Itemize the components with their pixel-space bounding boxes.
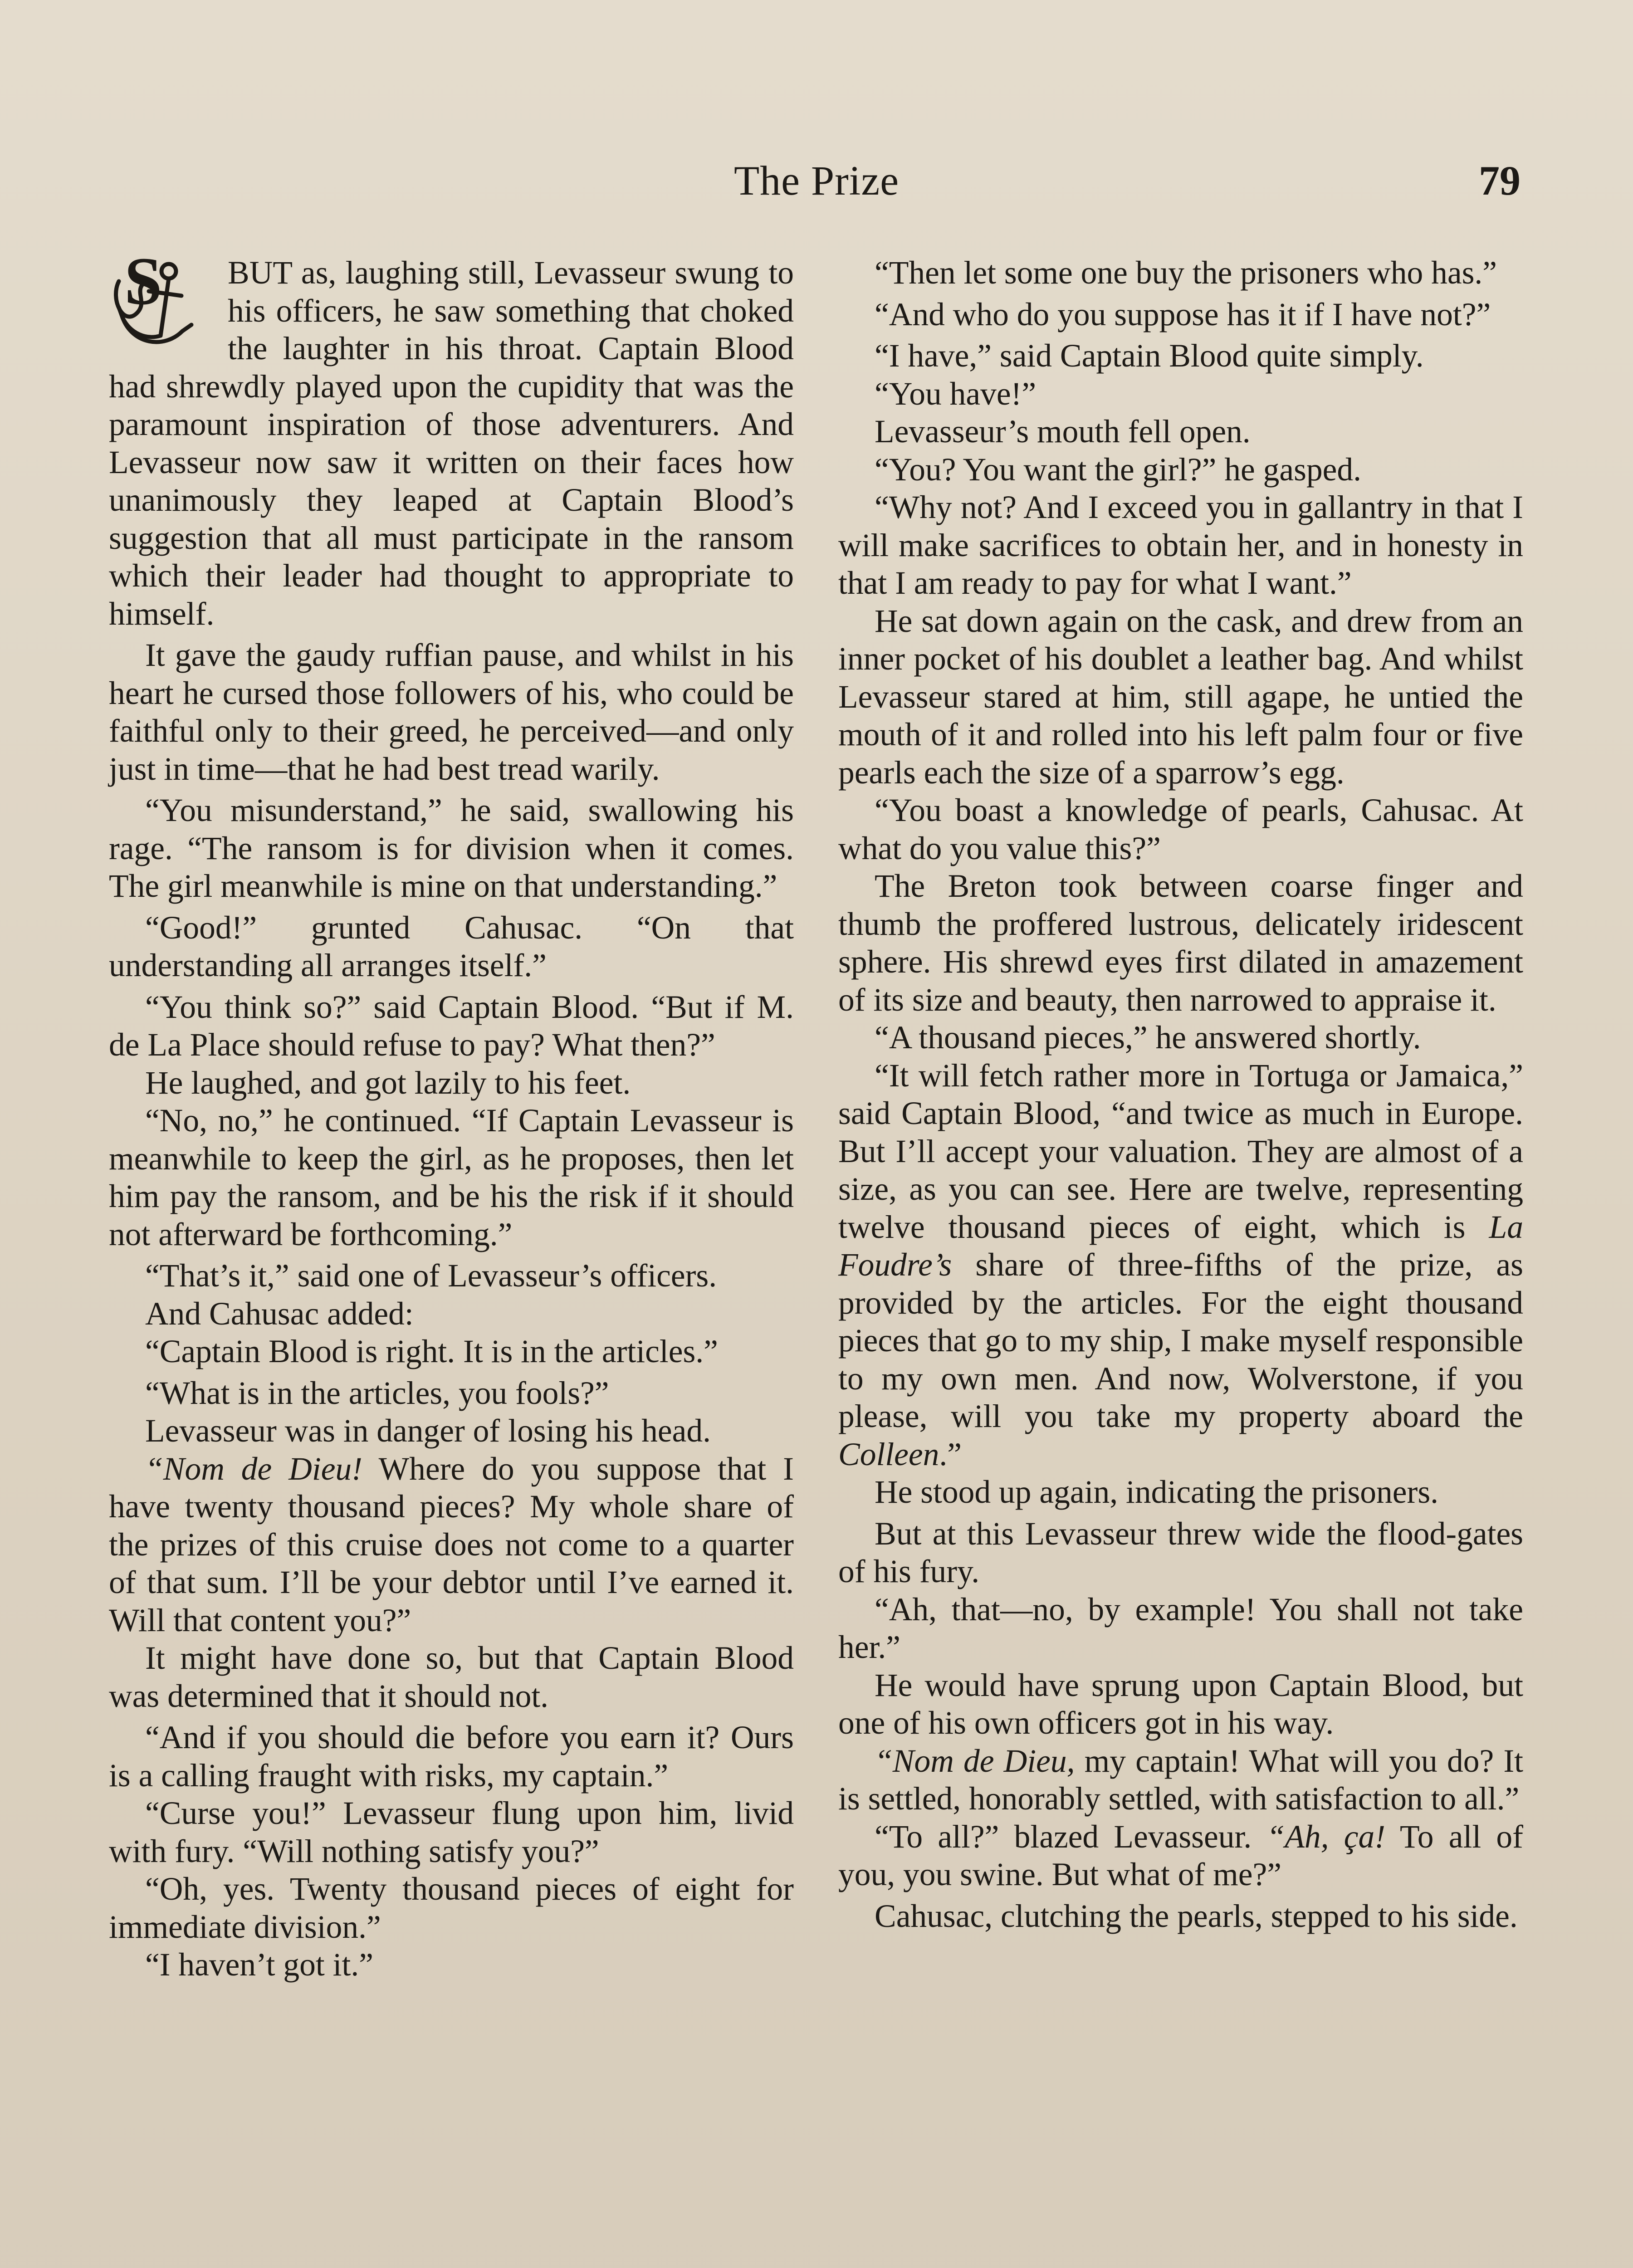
header-title: The Prize — [733, 157, 900, 204]
italic-text: La Foudre’s — [838, 1209, 1523, 1283]
paragraph: “Curse you!” Levasseur flung upon him, livid with fury. “Will nothing satisfy you?” — [109, 1795, 794, 1869]
opening-paragraph: BUT as, laughing still, Levasseur swung to his officers, he saw something that choked the laughter in his throat. Captain Blood had shrewdly played upon the cupidity that was the paramount inspiration of those adventurers. And Levasseur now saw it written on their faces how unanimously they leaped at Captain Blood’s suggestion that all must participate in the ransom which their leader had thought to appropriate to himself. — [109, 255, 794, 632]
paragraph-text: “To all?” blazed Levasseur. — [875, 1818, 1267, 1855]
italic-text: “Nom de Dieu! — [145, 1451, 362, 1487]
paragraph: “And who do you suppose has it if I have not?” — [875, 296, 1491, 332]
svg-text:S: S — [124, 249, 162, 319]
paragraph: “Captain Blood is right. It is in the articles.” — [145, 1334, 718, 1369]
paragraph: He sat down again on the cask, and drew from an inner pocket of his doublet a leather bag. And whilst Levasseur stared at him, still agape, he untied the mouth of it and rolled into his left palm four or five pearls each the size of a sparrow’s egg. — [838, 603, 1523, 791]
paragraph: Cahusac, clutching the pearls, stepped to his side. — [875, 1898, 1518, 1934]
paragraph: “You? You want the girl?” he gasped. — [875, 451, 1362, 488]
paragraph: “Ah, that—no, by example! You shall not take her.” — [838, 1591, 1523, 1665]
paragraph: Levasseur was in danger of losing his head. — [145, 1413, 711, 1449]
paragraph: “And if you should die before you earn it? Ours is a calling fraught with risks, my captain.” — [109, 1720, 794, 1794]
paragraph-text: share of three-fifths of the prize, as provided by the articles. For the eight thousand pieces that go to my ship, I make myself responsible to my own men. And now, Wolverstone, if you please, will you take my property aboard the — [838, 1247, 1523, 1434]
paragraph: He would have sprung upon Captain Blood, but one of his own officers got in his way. — [838, 1667, 1523, 1741]
paragraph — [838, 1057, 1523, 1474]
left-column — [109, 249, 794, 1984]
italic-text: “Nom de Dieu, — [875, 1743, 1075, 1779]
paragraph-text: To all of you, you swine. But what of me?” — [838, 1818, 1523, 1892]
paragraph: And Cahusac added: — [145, 1295, 414, 1332]
paragraph: “You think so?” said Captain Blood. “But if M. de La Place should refuse to pay? What then?” — [109, 989, 794, 1063]
paragraph: Levasseur’s mouth fell open. — [875, 414, 1251, 450]
paragraph-text: .” — [939, 1436, 962, 1472]
italic-text: “Ah, ça! — [1266, 1818, 1386, 1855]
paragraph — [838, 1818, 1523, 1894]
paragraph: “No, no,” he continued. “If Captain Levasseur is meanwhile to keep the girl, as he proposes, then let him pay the ransom, and be his the risk if it should not afterward be forthcoming.” — [109, 1103, 794, 1252]
paragraph: “You boast a knowledge of pearls, Cahusac. At what do you value this?” — [838, 792, 1523, 866]
paragraph: “Oh, yes. Twenty thousand pieces of eight for immediate division.” — [109, 1871, 794, 1945]
italic-text: Colleen — [838, 1436, 939, 1472]
paragraph: It might have done so, but that Captain Blood was determined that it should not. — [109, 1640, 794, 1714]
paragraph: “I haven’t got it.” — [145, 1947, 373, 1983]
paragraph-text: Where do you suppose that I have twenty thousand pieces? My whole share of the prizes of this cruise does not come to a quarter of that sum. I’ll be your debtor until I’ve earned it. Will that content you?” — [109, 1451, 794, 1638]
paragraph — [838, 1742, 1523, 1818]
running-header — [0, 156, 1633, 211]
paragraph: “You have!” — [875, 376, 1037, 412]
anchor-dropcap-icon — [105, 249, 219, 354]
paragraph: He stood up again, indicating the prisoners. — [875, 1474, 1439, 1510]
paragraph: “Then let some one buy the prisoners who has.” — [875, 255, 1497, 291]
paragraph: “What is in the articles, you fools?” — [145, 1375, 609, 1411]
paragraph-text: my captain! What will you do? It is settled, honorably settled, with satisfaction to all.” — [838, 1743, 1523, 1817]
paragraph-text: “It will fetch rather more in Tortuga or Jamaica,” said Captain Blood, “and twice as much in Europe. But I’ll accept your valuation. They are almost of a size, as you can see. Here are twelve, representing twelve thousand pieces of eight, which is — [838, 1057, 1523, 1245]
paragraph: “Why not? And I exceed you in gallantry in that I will make sacrifices to obtain her, and in honesty in that I am ready to pay for what I want.” — [838, 489, 1523, 601]
page-number: 79 — [1479, 157, 1521, 204]
paragraph: “I have,” said Captain Blood quite simply. — [875, 338, 1424, 374]
paragraph: He laughed, and got lazily to his feet. — [145, 1065, 631, 1101]
paragraph: “You misunderstand,” he said, swallowing his rage. “The ransom is for division when it comes. The girl meanwhile is mine on that understanding.” — [109, 792, 794, 904]
paragraph: It gave the gaudy ruffian pause, and whilst in his heart he cursed those followers of his, who could be faithful only to their greed, he perceived—and only just in time—that he had best tread warily. — [109, 637, 794, 787]
paragraph: But at this Levasseur threw wide the flood-gates of his fury. — [838, 1515, 1523, 1589]
paragraph: “Good!” grunted Cahusac. “On that understanding all arranges itself.” — [109, 909, 794, 983]
right-column — [838, 254, 1523, 1935]
paragraph — [109, 1450, 794, 1640]
paragraph: “A thousand pieces,” he answered shortly. — [875, 1020, 1421, 1056]
paragraph: The Breton took between coarse finger and thumb the proffered lustrous, delicately iridescent sphere. His shrewd eyes first dilated in amazement of its size and beauty, then narrowed to appraise it. — [838, 868, 1523, 1018]
paragraph: “That’s it,” said one of Levasseur’s officers. — [145, 1258, 717, 1294]
